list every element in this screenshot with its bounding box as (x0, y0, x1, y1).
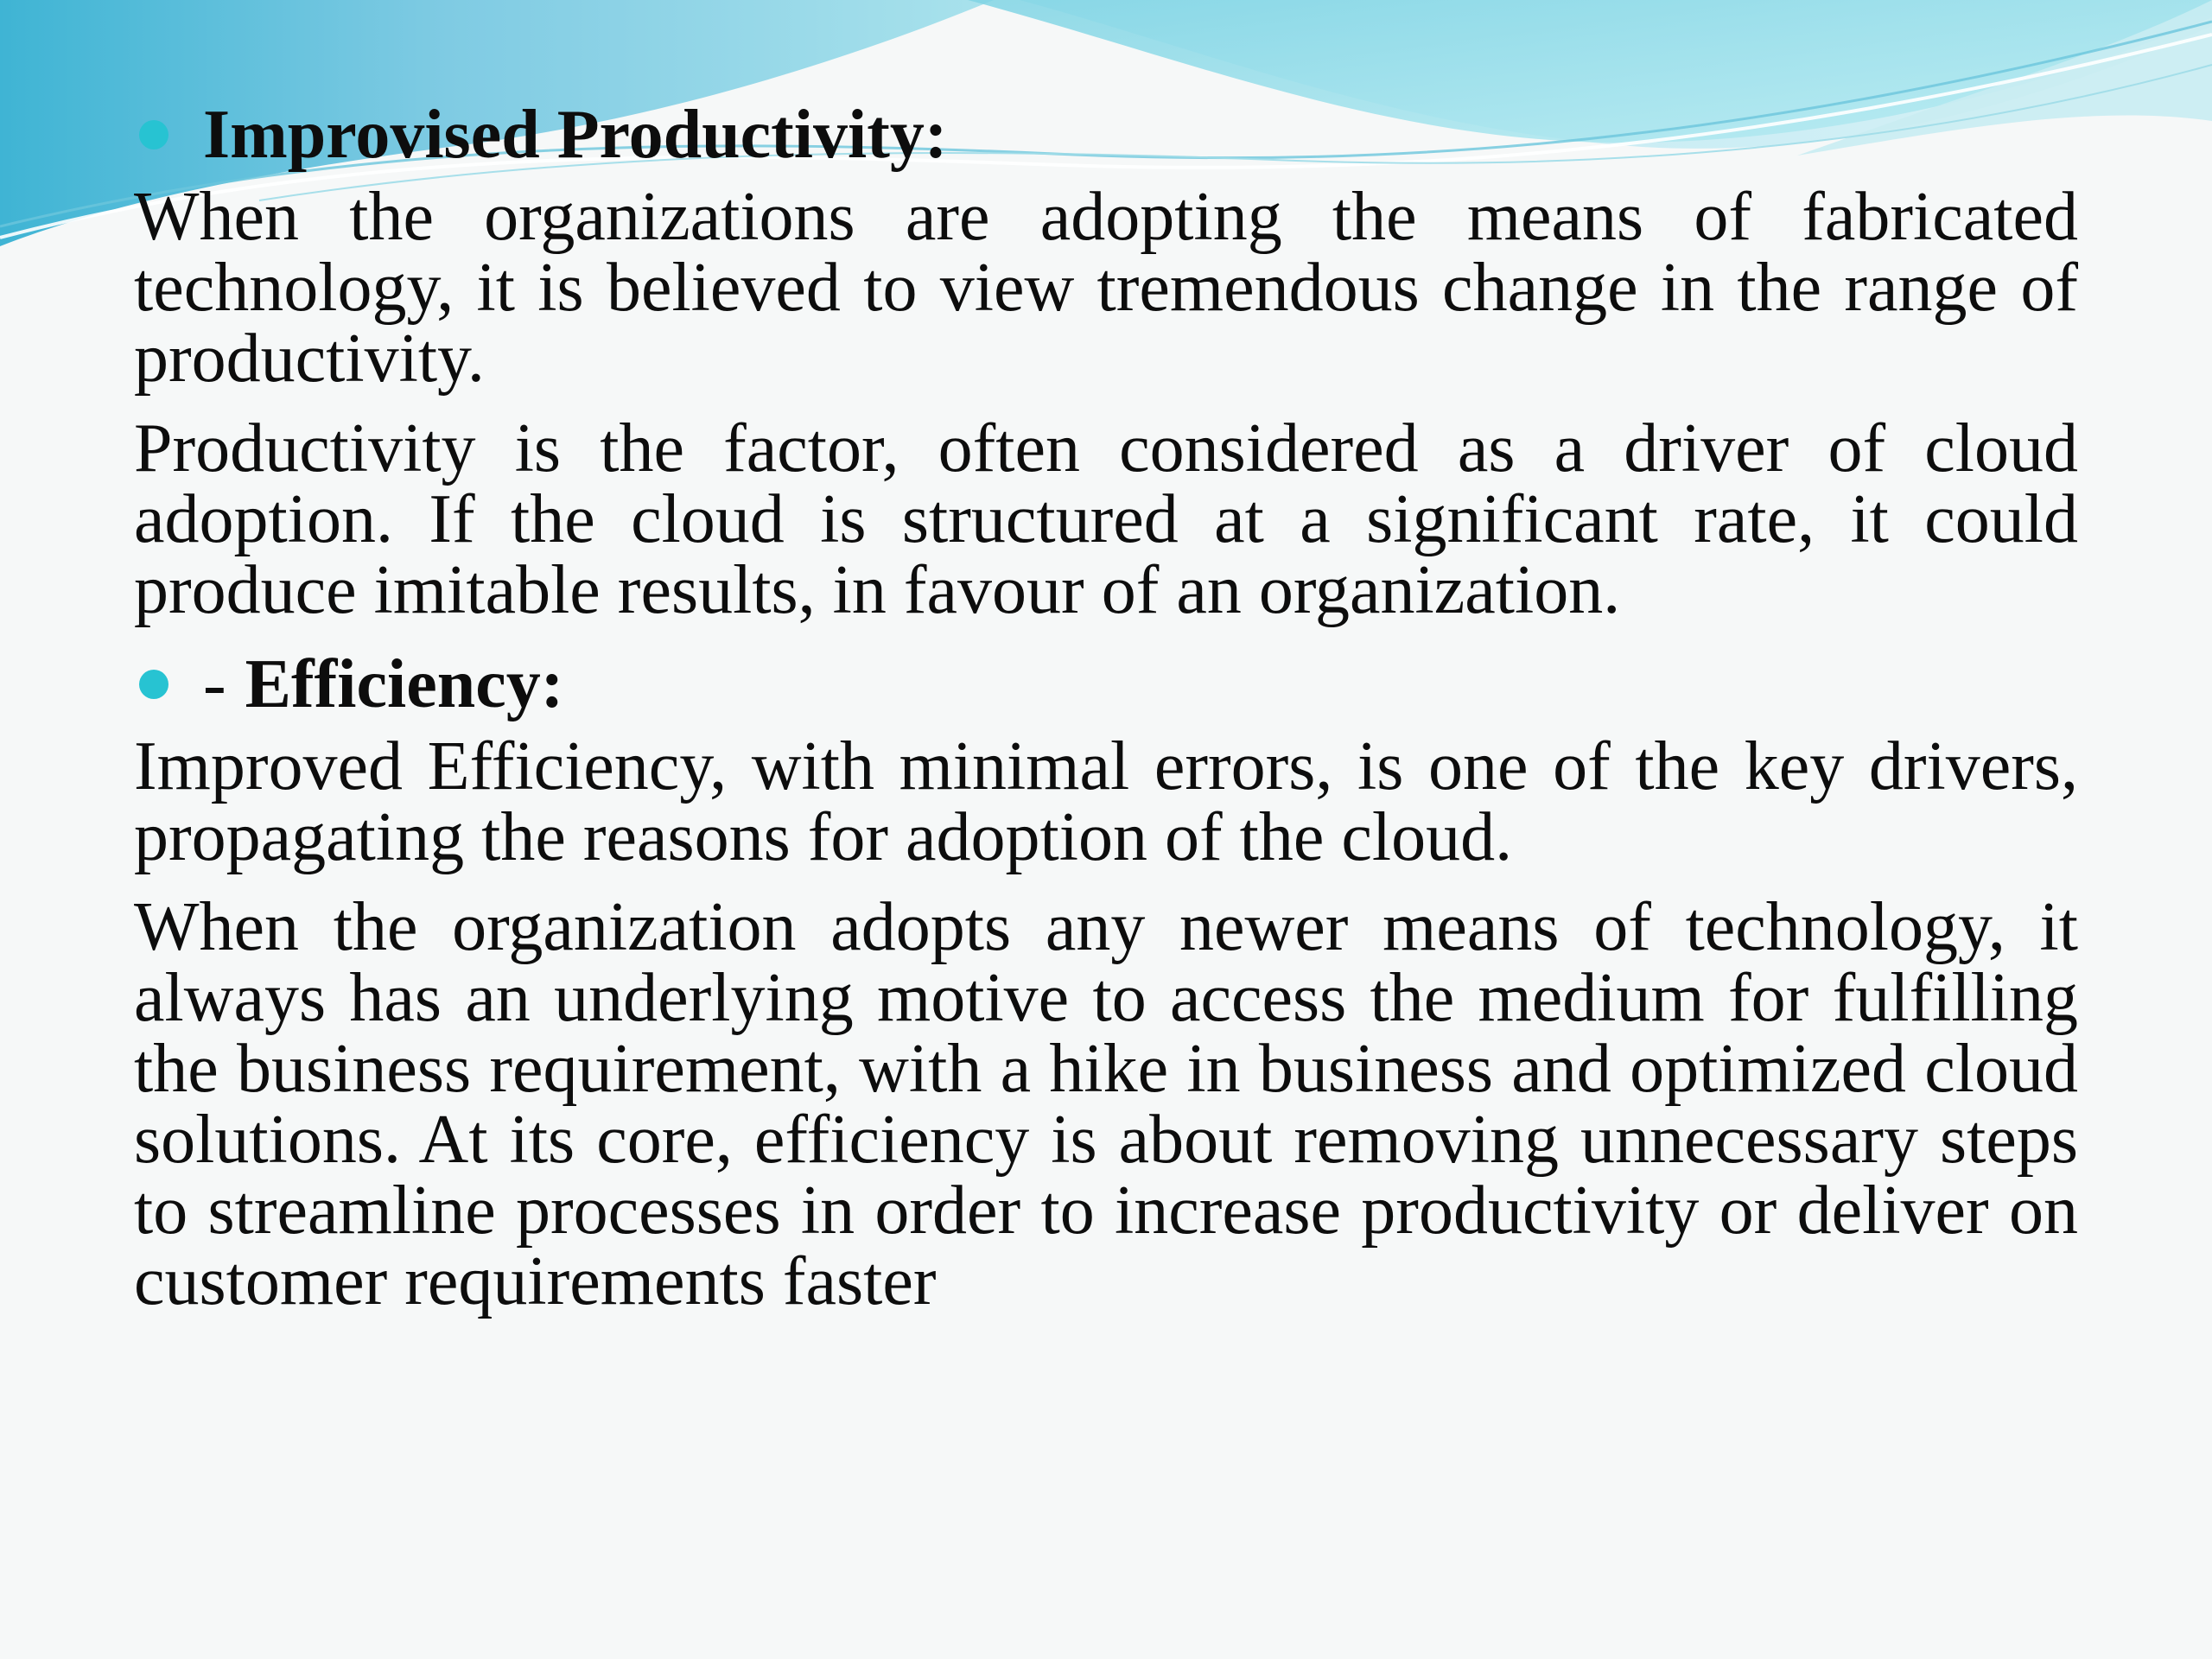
bullet-heading: Efficiency: (245, 646, 564, 722)
slide-content (134, 95, 2078, 1336)
paragraph: Productivity is the factor, often considered as a driver of cloud adoption. If the cloud is structured at a significant rate, it could produce imitable results, in favour of an organization. (134, 410, 2078, 628)
paragraph: Improved Efficiency, with minimal errors, is one of the key drivers, propagating the reasons for adoption of the cloud. (134, 728, 2078, 875)
bullet-improvised-productivity (134, 95, 2078, 175)
bullet-efficiency (134, 645, 2078, 724)
paragraph: When the organizations are adopting the means of fabricated technology, it is believed to view tremendous change in the range of productivity. (134, 179, 2078, 397)
paragraph: When the organization adopts any newer means of technology, it always has an underlying motive to access the medium for fulfilling the business requirement, with a hike in business and optimized cloud solutions. At its core, efficiency is about removing unnecessary steps to streamline processes in order to increase productivity or deliver on customer requirements faster (134, 889, 2078, 1319)
bullet-dot-icon (139, 120, 168, 149)
bullet-prefix: - (203, 646, 226, 722)
bullet-dot-icon (139, 670, 168, 699)
bullet-heading: Improvised Productivity: (203, 97, 948, 173)
